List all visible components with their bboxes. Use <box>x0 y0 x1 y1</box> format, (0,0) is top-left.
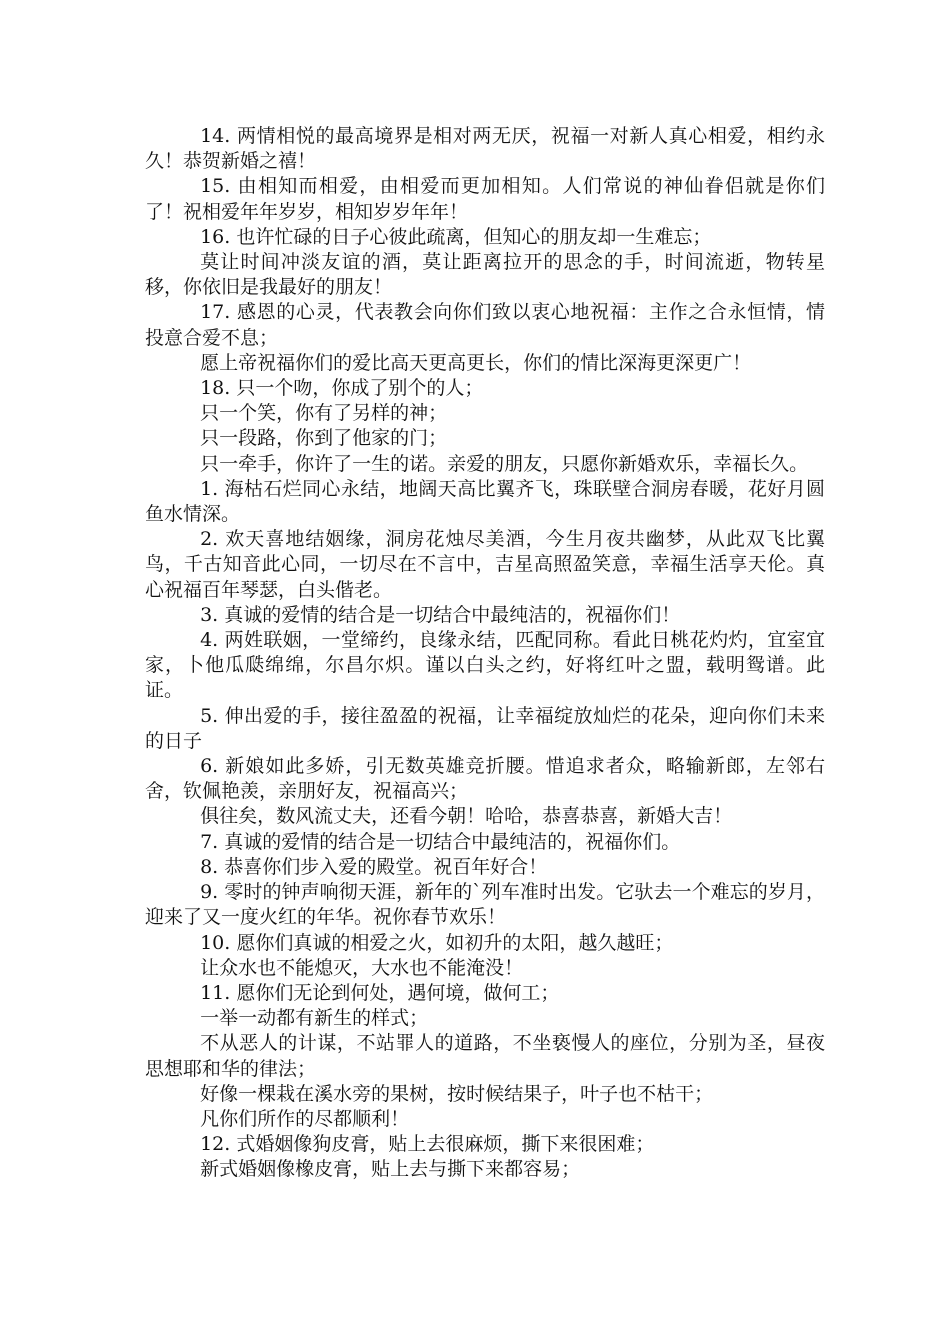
paragraph-18: 18. 只一个吻，你成了别个的人； <box>200 377 484 400</box>
paragraph-3: 3. 真诚的爱情的结合是一切结合中最纯洁的，祝福你们！ <box>200 603 681 626</box>
paragraph-18-line-2: 只一个笑，你有了另样的神； <box>200 402 448 425</box>
paragraph-11-line-5: 凡你们所作的尽都顺利！ <box>200 1107 410 1130</box>
paragraph-17: 17. 感恩的心灵，代表教会向你们致以衷心地祝福：主作之合永恒情，情投意合爱不息； <box>145 301 825 349</box>
paragraph-11-line-3: 不从恶人的计谋，不站罪人的道路，不坐亵慢人的座位，分别为圣，昼夜思想耶和华的律法； <box>145 1032 825 1080</box>
paragraph-11-line-2: 一举一动都有新生的样式； <box>200 1007 429 1030</box>
paragraph-12: 12. 式婚姻像狗皮膏，贴上去很麻烦，撕下来很困难； <box>200 1133 655 1156</box>
paragraph-1: 1. 海枯石烂同心永结，地阔天高比翼齐飞，珠联壁合洞房春暖，花好月圆鱼水情深。 <box>145 477 825 526</box>
paragraph-7: 7. 真诚的爱情的结合是一切结合中最纯洁的，祝福你们。 <box>200 830 681 853</box>
paragraph-17-continued: 愿上帝祝福你们的爱比高天更高更长，你们的情比深海更深更广！ <box>200 351 752 374</box>
paragraph-2: 2. 欢天喜地结姻缘，洞房花烛尽美酒，今生月夜共幽梦，从此双飞比翼鸟，千古知音此心同，一切尽在不言中，吉星高照盈笑意，幸福生活享天伦。真心祝福百年琴瑟，白头偕老。 <box>145 528 825 601</box>
paragraph-18-line-3: 只一段路，你到了他家的门； <box>200 427 448 450</box>
document-body <box>145 124 825 1183</box>
paragraph-10-continued: 让众水也不能熄灭，大水也不能淹没！ <box>200 956 524 979</box>
paragraph-11-line-4: 好像一棵栽在溪水旁的果树，按时候结果子，叶子也不枯干； <box>200 1082 714 1105</box>
paragraph-11: 11. 愿你们无论到何处，遇何境，做何工； <box>200 981 560 1004</box>
paragraph-10: 10. 愿你们真诚的相爱之火，如初升的太阳，越久越旺； <box>200 931 674 954</box>
paragraph-5: 5. 伸出爱的手，接往盈盈的祝福，让幸福绽放灿烂的花朵，迎向你们未来的日子 <box>145 704 825 752</box>
paragraph-12-continued: 新式婚姻像橡皮膏，贴上去与撕下来都容易； <box>200 1158 581 1181</box>
paragraph-8: 8. 恭喜你们步入爱的殿堂。祝百年好合！ <box>200 855 548 878</box>
paragraph-4: 4. 两姓联姻，一堂缔约，良缘永结，匹配同称。看此日桃花灼灼，宜室宜家，卜他瓜瓞绵绵，尔昌尔炽。谨以白头之约，好将红叶之盟，载明鸳谱。此证。 <box>145 629 825 702</box>
paragraph-9: 9. 零时的钟声响彻天涯，新年的`列车准时出发。它驮去一个难忘的岁月，迎来了又一度火红的年华。祝你春节欢乐！ <box>145 881 825 929</box>
paragraph-14: 14. 两情相悦的最高境界是相对两无厌，祝福一对新人真心相爱，相约永久！恭贺新婚之禧！ <box>145 125 825 173</box>
paragraph-16: 16. 也许忙碌的日子心彼此疏离，但知心的朋友却一生难忘； <box>200 225 712 248</box>
paragraph-15: 15. 由相知而相爱，由相爱而更加相知。人们常说的神仙眷侣就是你们了！祝相爱年年岁岁，相知岁岁年年！ <box>145 175 825 223</box>
paragraph-18-line-4: 只一牵手，你许了一生的诺。亲爱的朋友，只愿你新婚欢乐，幸福长久。 <box>200 452 809 475</box>
paragraph-6: 6. 新娘如此多娇，引无数英雄竞折腰。惜追求者众，略输新郎，左邻右舍，钦佩艳羡，亲朋好友，祝福高兴； <box>145 755 825 803</box>
paragraph-16-continued: 莫让时间冲淡友谊的酒，莫让距离拉开的思念的手，时间流逝，物转星移，你依旧是我最好的朋友！ <box>145 251 825 299</box>
paragraph-6-continued: 俱往矣，数风流丈夫，还看今朝！哈哈，恭喜恭喜，新婚大吉！ <box>200 805 733 828</box>
